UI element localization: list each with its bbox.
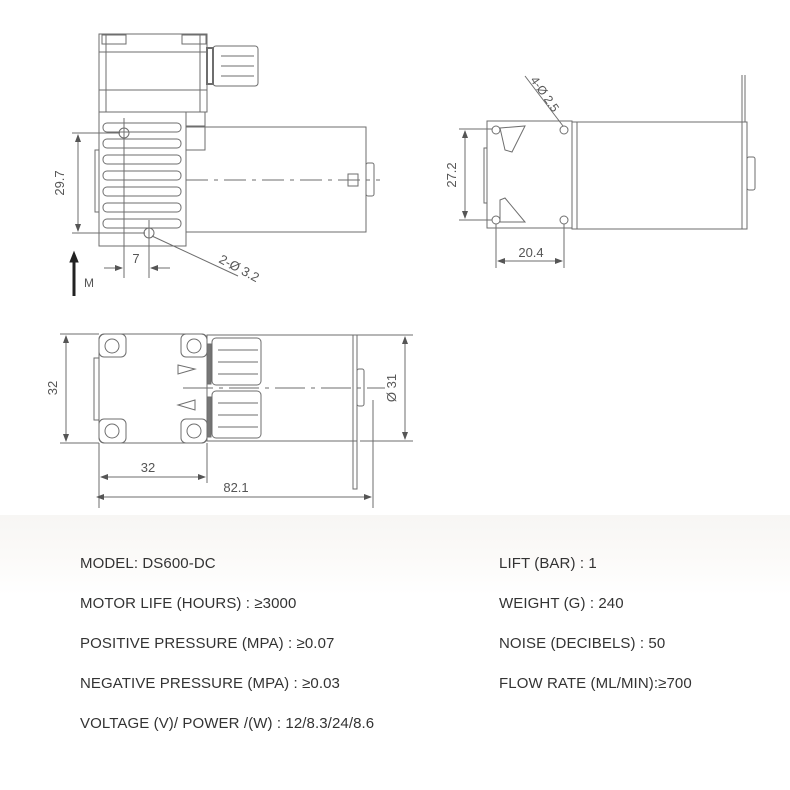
side-view [72,34,380,278]
spec-noise: NOISE (DECIBELS) : 50 [499,635,666,652]
dim-label-diameter-31: Ø 31 [384,373,399,403]
spec-positive-pressure: POSITIVE PRESSURE (MPA) : ≥0.07 [80,635,335,652]
dim-label-20-4: 20.4 [518,245,544,260]
end-view [459,75,755,268]
spec-voltage-power: VOLTAGE (V)/ POWER /(W) : 12/8.3/24/8.6 [80,715,375,732]
direction-arrow-icon [70,252,78,296]
dim-label-29-7: 29.7 [52,170,67,196]
spec-lift: LIFT (BAR) : 1 [499,555,597,572]
hole-callout-side: 2-Ø 3.2 [216,251,262,286]
spec-motor-life: MOTOR LIFE (HOURS) : ≥3000 [80,595,297,612]
spec-flow-rate: FLOW RATE (ML/MIN):≥700 [499,675,692,692]
spec-weight: WEIGHT (G) : 240 [499,595,624,612]
hole-callout-end: 4-Ø 2.5 [527,73,562,115]
spec-model: MODEL: DS600-DC [80,555,216,572]
dim-label-32-width: 32 [140,460,156,475]
specifications-panel [0,515,790,790]
dim-label-7: 7 [132,251,140,266]
dim-label-32-height: 32 [45,380,60,396]
spec-negative-pressure: NEGATIVE PRESSURE (MPA) : ≥0.03 [80,675,341,692]
direction-label: M [84,276,94,290]
dim-label-27-2: 27.2 [444,162,459,188]
dim-label-82-1: 82.1 [223,480,249,495]
